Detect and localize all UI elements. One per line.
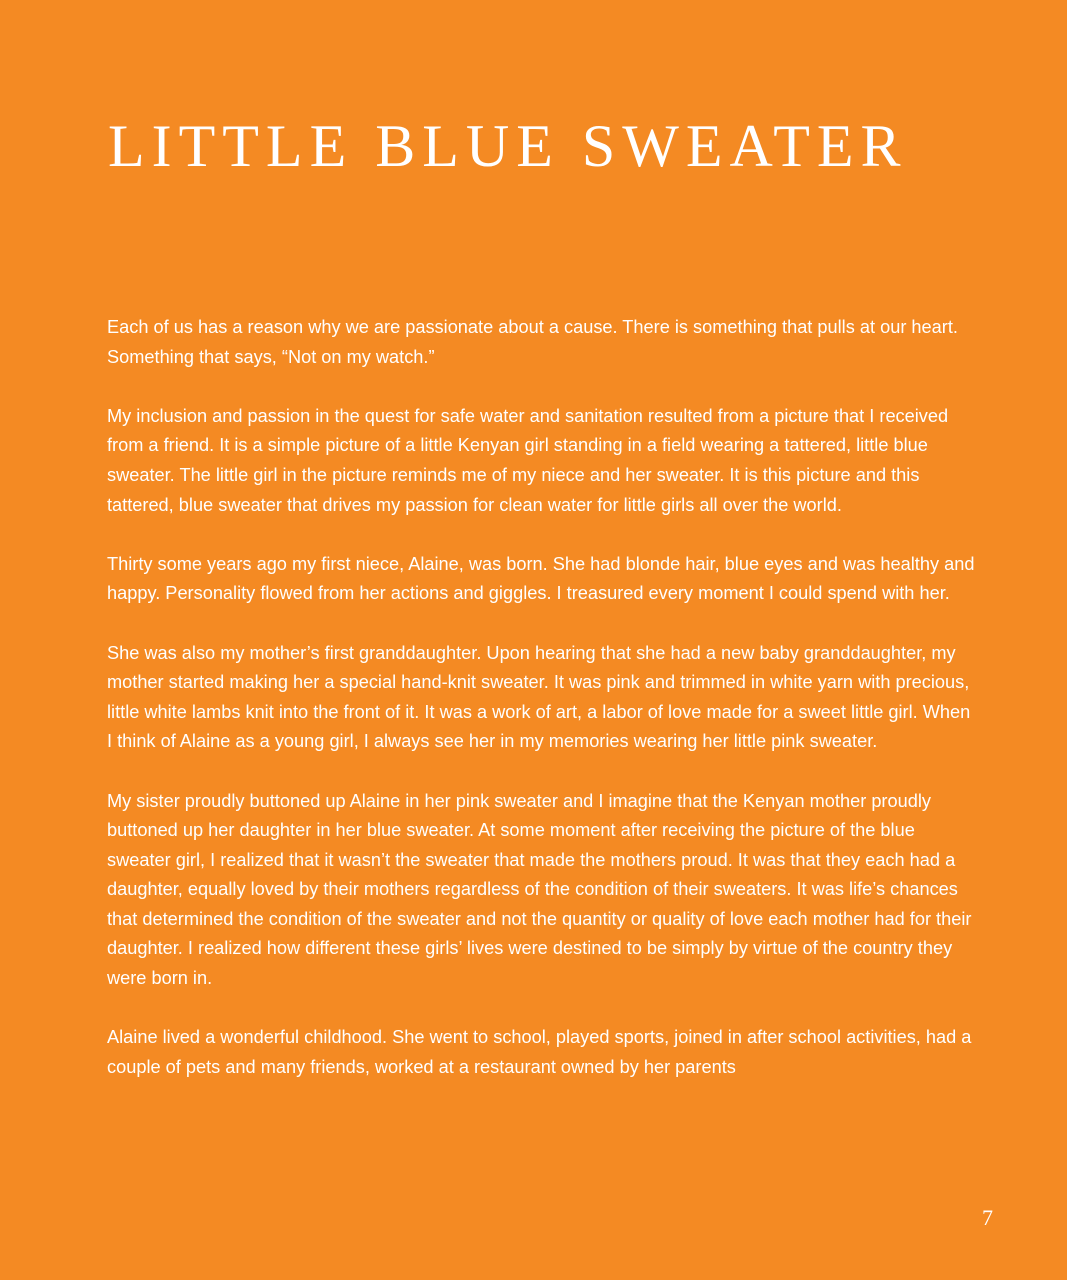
page-title: LITTLE BLUE SWEATER (108, 113, 908, 179)
body-text (107, 313, 979, 1112)
paragraph-3: Thirty some years ago my first niece, Alaine, was born. She had blonde hair, blue eyes and was healthy and happy. Personality flowed from her actions and giggles. I treasured every moment I could spend with her. (107, 553, 975, 604)
paragraph-6: Alaine lived a wonderful childhood. She went to school, played sports, joined in after school activities, had a couple of pets and many friends, worked at a restaurant owned by her parents (107, 1027, 972, 1077)
paragraph-5: My sister proudly buttoned up Alaine in her pink sweater and I imagine that the Kenyan mother proudly buttoned up her daughter in her blue sweater. At some moment after receiving the picture of the blue sweater girl, I realized that it wasn’t the sweater that made the mothers proud. It was that they each had a daughter, equally loved by their mothers regardless of the condition of their sweaters. It was life’s chances that determined the condition of the sweater and not the quantity or quality of love each mother had for their daughter. I realized how different these girls’ lives were destined to be simply by virtue of the country they were born in. (107, 790, 972, 989)
page-number: 7 (982, 1205, 993, 1230)
paragraph-2: My inclusion and passion in the quest for safe water and sanitation resulted from a picture that I received from a friend. It is a simple picture of a little Kenyan girl standing in a field wearing a tattered, little blue sweater. The little girl in the picture reminds me of my niece and her sweater. It is this picture and this tattered, blue sweater that drives my passion for clean water for little girls all over the world. (107, 405, 949, 515)
paragraph-1: Each of us has a reason why we are passionate about a cause. There is something that pulls at our heart. Something that says, “Not on my watch.” (107, 317, 958, 367)
paragraph-4: She was also my mother’s first granddaughter. Upon hearing that she had a new baby granddaughter, my mother started making her a special hand-knit sweater. It was pink and trimmed in white yarn with precious, little white lambs knit into the front of it. It was a work of art, a labor of love made for a sweet little girl. When I think of Alaine as a young girl, I always see her in my memories wearing her little pink sweater. (107, 642, 971, 752)
